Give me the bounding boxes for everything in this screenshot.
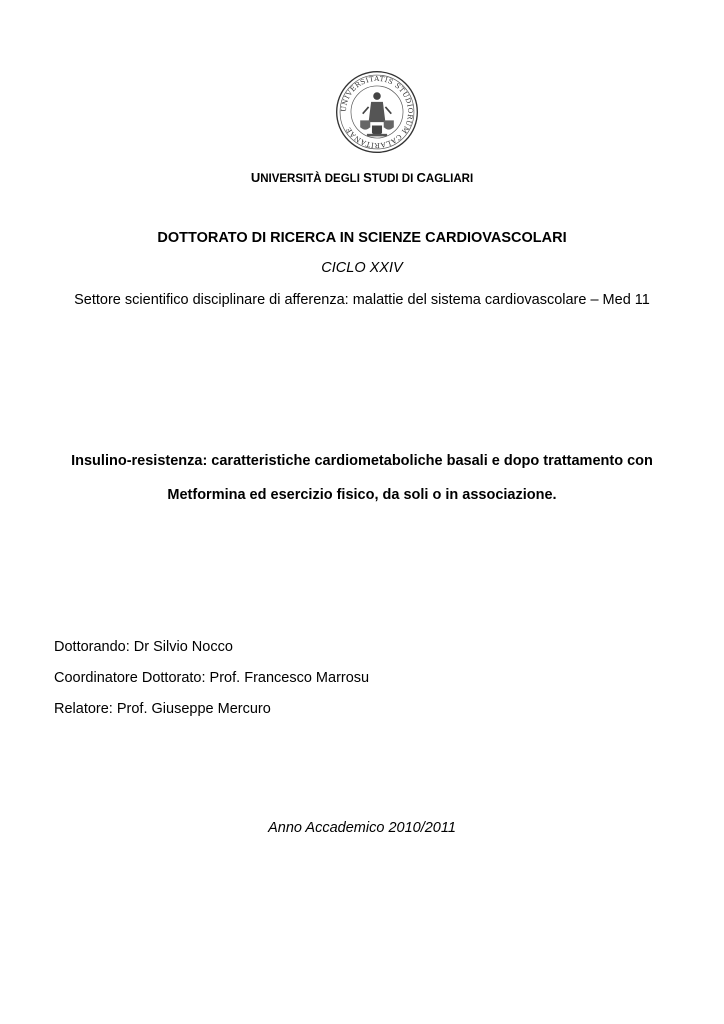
candidate-name: Dottorando: Dr Silvio Nocco: [54, 639, 233, 655]
university-name-initial: S: [363, 170, 372, 185]
university-name-rest: TUDI DI: [371, 173, 417, 185]
university-name-initial: U: [250, 170, 261, 185]
doctoral-cycle: CICLO XXIV: [321, 260, 403, 276]
university-name: [0, 170, 724, 185]
people-list: [54, 632, 369, 725]
academic-year: Anno Accademico 2010/2011: [268, 820, 456, 836]
scientific-sector: Settore scientifico disciplinare di afferenza: malattie del sistema cardiovascolare – Med 11: [74, 292, 650, 308]
thesis-title: [40, 444, 684, 512]
university-name-rest: NIVERSITÀ DEGLI: [260, 173, 364, 185]
coordinator-name: Coordinatore Dottorato: Prof. Francesco Marrosu: [54, 670, 370, 686]
svg-text:UNIVERSITATIS STUDIORUM CALARI: UNIVERSITATIS STUDIORUM CALARITANAE: [339, 74, 415, 150]
thesis-title-line: Metformina ed esercizio fisico, da soli o in associazione.: [167, 487, 557, 503]
university-name-initial: C: [416, 170, 426, 185]
thesis-title-line: Insulino-resistenza: caratteristiche cardiometaboliche basali e dopo trattamento con: [71, 453, 653, 469]
university-seal-icon: [335, 70, 419, 154]
university-name-rest: AGLIARI: [425, 173, 474, 185]
supervisor-name: Relatore: Prof. Giuseppe Mercuro: [54, 701, 271, 717]
doctoral-program-title: DOTTORATO DI RICERCA IN SCIENZE CARDIOVASCOLARI: [157, 230, 567, 246]
